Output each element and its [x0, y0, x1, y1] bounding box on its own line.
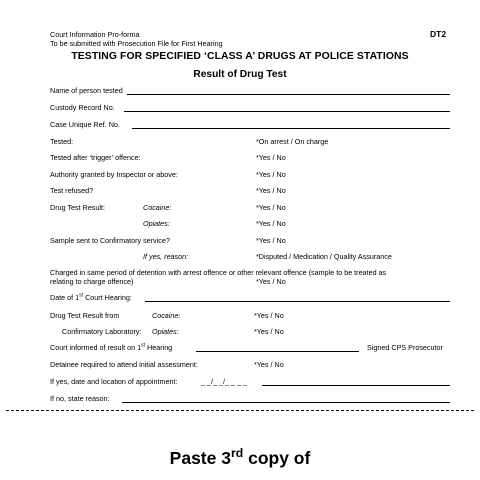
- lab-opiates-label: Opiates:: [152, 327, 179, 336]
- result-from-label: Drug Test Result from: [50, 311, 120, 320]
- form-subtitle: Result of Drug Test: [193, 69, 287, 80]
- cut-line: [6, 410, 474, 411]
- custody-label: Custody Record No.: [50, 103, 115, 112]
- form-instruction: To be submitted with Prosecution File for First Hearing: [50, 39, 223, 48]
- reason-label: If yes, reason:: [143, 252, 189, 261]
- charged-label-line1: Charged in same period of detention with arrest offence or other relevant offence (sample to be treated as: [50, 268, 387, 277]
- name-label: Name of person tested: [50, 86, 123, 95]
- form-code: DT2: [430, 29, 447, 39]
- result-from-cocaine-label: Cocaine:: [152, 311, 181, 320]
- result-from-cocaine-options[interactable]: *Yes / No: [254, 311, 284, 320]
- appointment-label: If yes, date and location of appointment:: [50, 377, 178, 386]
- informed-date-field[interactable]: [196, 351, 359, 352]
- no-reason-field[interactable]: [122, 402, 450, 403]
- signed-label: Signed CPS Prosecutor: [367, 343, 443, 352]
- form-title: TESTING FOR SPECIFIED ‘CLASS A’ DRUGS AT POLICE STATIONS: [71, 51, 409, 62]
- refused-options[interactable]: *Yes / No: [256, 186, 286, 195]
- detainee-label: Detainee required to attend initial assessment:: [50, 360, 198, 369]
- detainee-options[interactable]: *Yes / No: [254, 360, 284, 369]
- appointment-date-field[interactable]: _ _/_ _/_ _ _ _: [201, 377, 247, 386]
- confirmatory-label: Sample sent to Confirmatory service?: [50, 236, 170, 245]
- case-ref-label: Case Unique Ref. No.: [50, 120, 120, 129]
- drug-result-label: Drug Test Result:: [50, 203, 105, 212]
- opiates-label: Opiates:: [143, 219, 170, 228]
- charged-label-line2: relating to charge offence): [50, 277, 134, 286]
- opiates-options[interactable]: *Yes / No: [256, 219, 286, 228]
- custody-field[interactable]: [124, 111, 450, 112]
- trigger-options[interactable]: *Yes / No: [256, 153, 286, 162]
- lab-options[interactable]: *Yes / No: [254, 327, 284, 336]
- no-reason-label: If no, state reason:: [50, 394, 110, 403]
- refused-label: Test refused?: [50, 186, 94, 195]
- tested-options[interactable]: *On arrest / On charge: [256, 137, 329, 146]
- hearing-date-field[interactable]: [145, 301, 450, 302]
- reason-options[interactable]: *Disputed / Medication / Quality Assurance: [256, 252, 392, 261]
- lab-label: Confirmatory Laboratory:: [62, 327, 142, 336]
- paste-instruction: Paste 3rd copy of: [169, 446, 311, 468]
- form-source: Court Information Pro-forma: [50, 30, 140, 39]
- authority-label: Authority granted by Inspector or above:: [50, 170, 178, 179]
- charged-options[interactable]: *Yes / No: [256, 277, 286, 286]
- hearing-date-label: Date of 1st Court Hearing:: [50, 292, 132, 302]
- authority-options[interactable]: *Yes / No: [256, 170, 286, 179]
- cocaine-options[interactable]: *Yes / No: [256, 203, 286, 212]
- appointment-location-field[interactable]: [262, 385, 450, 386]
- tested-label: Tested:: [50, 137, 74, 146]
- name-field[interactable]: [127, 94, 450, 95]
- cocaine-label: Cocaine:: [143, 203, 172, 212]
- informed-label: Court informed of result on 1st Hearing: [50, 342, 173, 352]
- trigger-label: Tested after ‘trigger’ offence:: [50, 153, 141, 162]
- confirmatory-options[interactable]: *Yes / No: [256, 236, 286, 245]
- case-ref-field[interactable]: [132, 128, 450, 129]
